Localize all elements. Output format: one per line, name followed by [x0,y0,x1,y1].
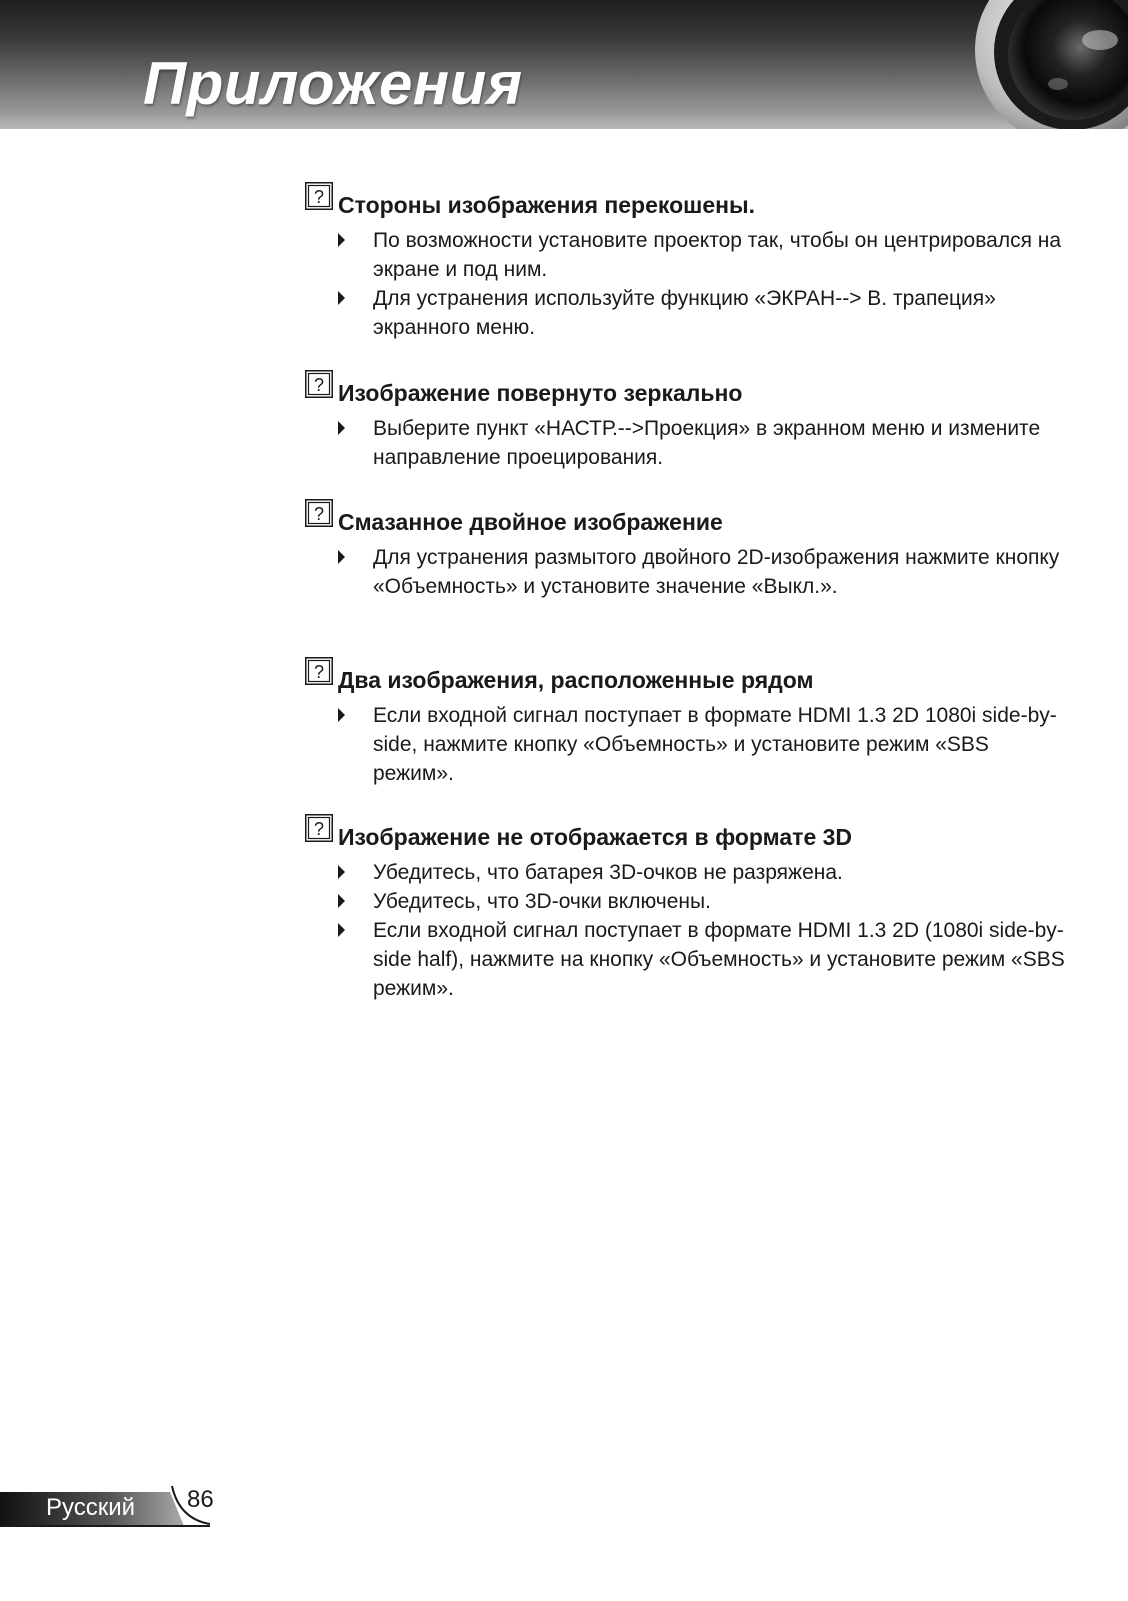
list-item: Выберите пункт «НАСТР.-->Проекция» в экранном меню и измените направление проецирования. [305,414,1065,472]
faq-section [305,370,1065,469]
faq-section [305,814,1065,1000]
question-icon [305,499,333,527]
section-title: Два изображения, расположенные рядом [338,667,814,693]
question-icon [305,370,333,398]
list-item: Если входной сигнал поступает в формате HDMI 1.3 2D 1080i side-by-side, нажмите кнопку «Объемность» и установите режим «SBS режим». [305,701,1065,788]
page-title: Приложения [143,50,523,117]
bullet-list [305,226,1065,342]
page-number: 86 [187,1486,214,1513]
list-item: Убедитесь, что 3D-очки включены. [305,887,1065,916]
faq-section [305,657,1065,785]
page-header [0,0,1128,129]
bullet-arrow-icon [338,233,345,247]
section-title: Изображение повернуто зеркально [338,380,743,406]
bullet-arrow-icon [338,708,345,722]
svg-text:?: ? [313,662,325,682]
question-icon [305,182,333,210]
question-icon [305,814,333,842]
section-title: Смазанное двойное изображение [338,509,723,535]
bullet-arrow-icon [338,291,345,305]
question-icon [305,657,333,685]
bullet-arrow-icon [338,865,345,879]
list-item: Для устранения используйте функцию «ЭКРАН--> В. трапеция» экранного меню. [305,284,1065,342]
list-item: Для устранения размытого двойного 2D-изображения нажмите кнопку «Объемность» и установите значение «Выкл.». [305,543,1065,601]
bullet-arrow-icon [338,923,345,937]
bullet-arrow-icon [338,421,345,435]
bullet-list [305,701,1065,788]
svg-text:?: ? [313,187,325,207]
bullet-arrow-icon [338,550,345,564]
list-item: По возможности установите проектор так, чтобы он центрировался на экране и под ним. [305,226,1065,284]
bullet-list [305,414,1065,472]
section-title: Изображение не отображается в формате 3D [338,824,853,850]
bullet-arrow-icon [338,894,345,908]
list-item: Если входной сигнал поступает в формате HDMI 1.3 2D (1080i side-by-side half), нажмите на кнопку «Объемность» и установите режим «SBS режим». [305,916,1065,1003]
svg-text:?: ? [313,375,325,395]
projector-lens-graphic [950,0,1128,129]
list-item: Убедитесь, что батарея 3D-очков не разряжена. [305,858,1065,887]
footer-language: Русский [46,1494,136,1521]
faq-section [305,499,1065,598]
page-footer [0,1484,260,1544]
svg-text:?: ? [313,819,325,839]
section-title: Стороны изображения перекошены. [338,192,756,218]
faq-section [305,182,1065,339]
svg-text:?: ? [313,504,325,524]
bullet-list [305,543,1065,601]
bullet-list [305,858,1065,1003]
